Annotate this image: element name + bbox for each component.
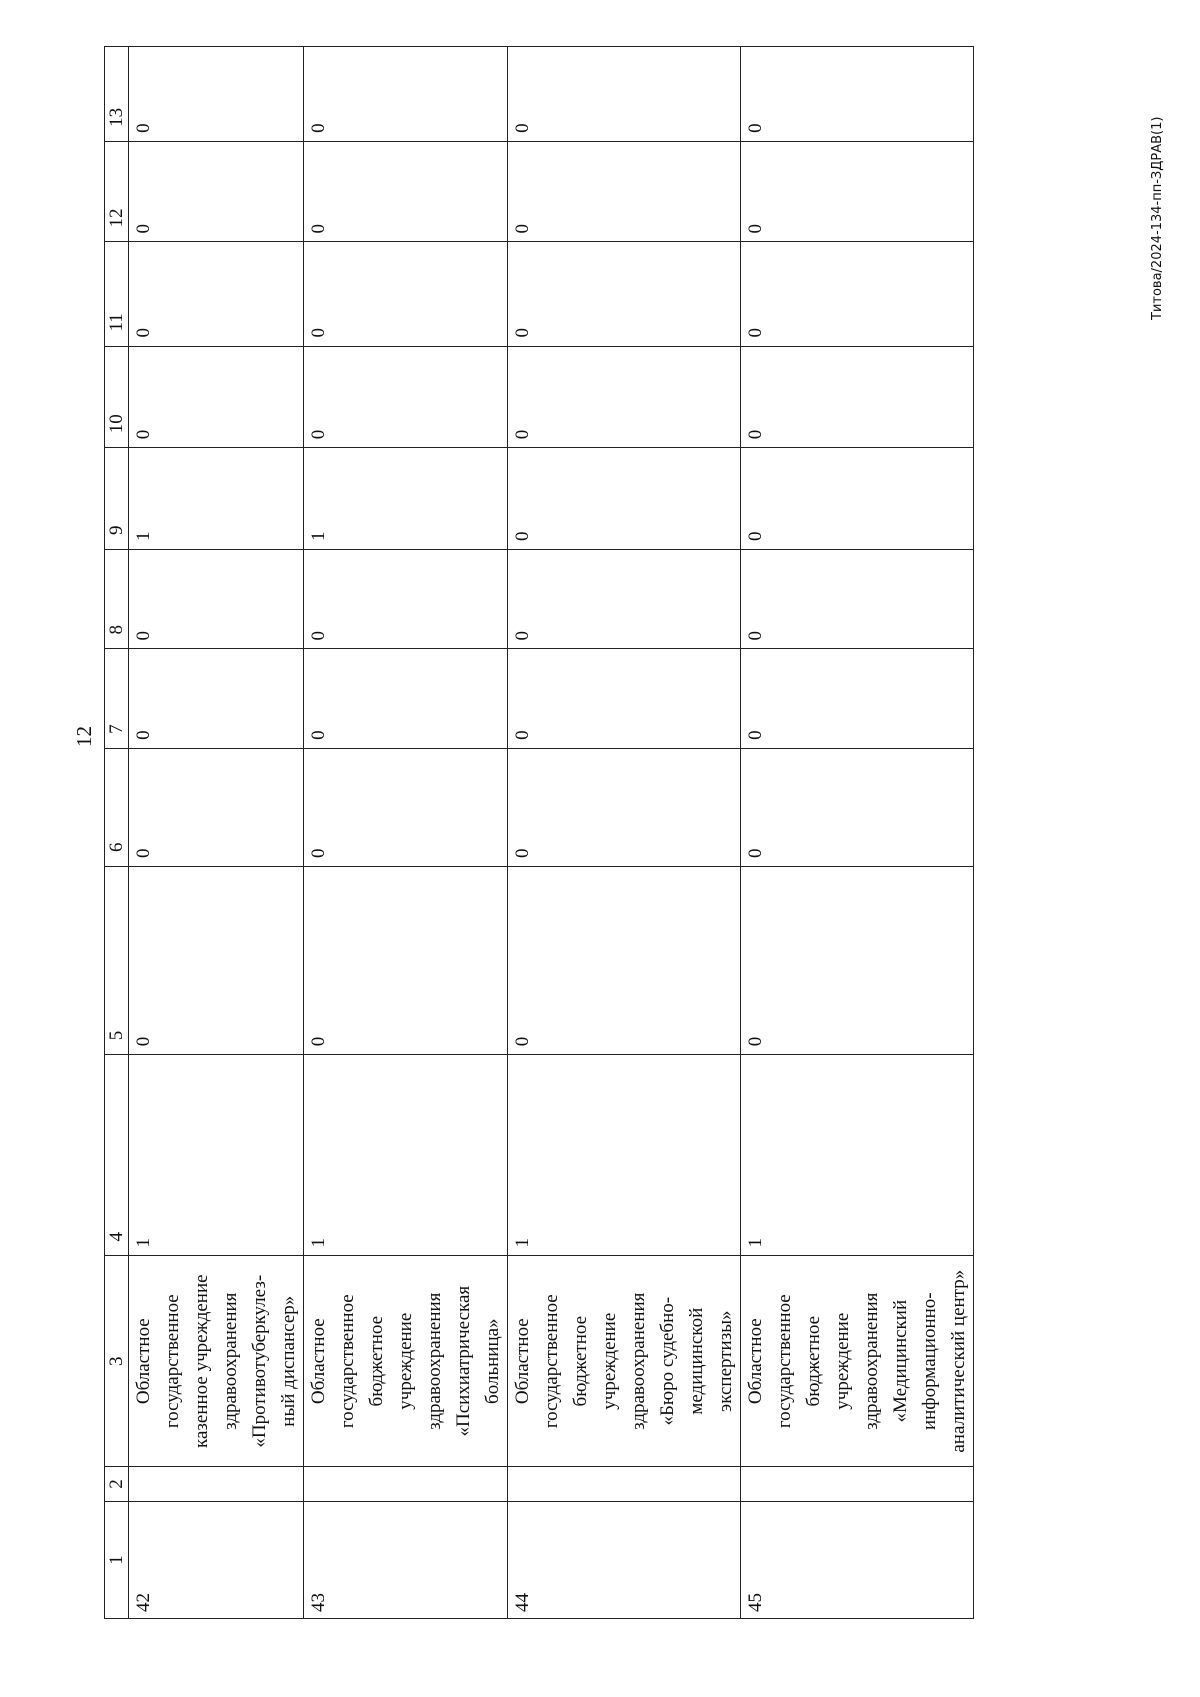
value-cell: 0 (508, 47, 741, 142)
column-number: 12 (105, 141, 129, 242)
value-cell: 0 (508, 550, 741, 649)
column-number: 7 (105, 649, 129, 748)
value-cell: 0 (304, 141, 508, 242)
institution-name-line: учреждение (832, 1312, 853, 1410)
value-cell: 0 (508, 866, 741, 1054)
value-cell: 1 (129, 1055, 304, 1256)
institution-name-line: «Бюро судебно- (657, 1296, 678, 1426)
value-cell: 0 (508, 448, 741, 550)
row-number: 45 (741, 1502, 974, 1619)
value-cell: 0 (304, 649, 508, 748)
column-number: 10 (105, 346, 129, 448)
row-number: 42 (129, 1502, 304, 1619)
value-cell: 0 (304, 866, 508, 1054)
institution-name-line: здравоохранения (220, 1292, 241, 1430)
column-2-cell (129, 1466, 304, 1501)
column-number: 3 (105, 1256, 129, 1467)
value-cell: 0 (741, 866, 974, 1054)
institution-name-line: Областное (745, 1318, 766, 1405)
column-number: 5 (105, 866, 129, 1054)
value-cell: 0 (741, 346, 974, 448)
table-row (304, 47, 508, 1619)
institution-name-line: государственное (774, 1294, 795, 1429)
institution-name-line: «Противотуберкулез- (249, 1274, 270, 1448)
value-cell: 0 (129, 141, 304, 242)
value-cell: 0 (741, 649, 974, 748)
registration-code-text: Титова/2024-134-пп-ЗДРАВ(1) (1150, 116, 1165, 320)
value-cell: 1 (129, 448, 304, 550)
column-number: 13 (105, 47, 129, 142)
institution-name-line: больница» (482, 1318, 503, 1404)
value-cell: 0 (129, 242, 304, 346)
institution-name-line: здравоохранения (424, 1292, 445, 1430)
value-cell: 0 (508, 748, 741, 866)
column-number: 2 (105, 1466, 129, 1501)
column-number: 6 (105, 748, 129, 866)
row-number: 43 (304, 1502, 508, 1619)
institution-name-line: экспертизы» (715, 1310, 736, 1412)
institution-name-line: государственное (337, 1294, 358, 1429)
column-2-cell (741, 1466, 974, 1501)
value-cell: 0 (304, 550, 508, 649)
page-number: 12 (72, 726, 96, 747)
institution-name-line: Областное (512, 1318, 533, 1405)
institution-name-line: медицинской (686, 1307, 707, 1415)
table-row (741, 47, 974, 1619)
column-number: 4 (105, 1055, 129, 1256)
column-2-cell (508, 1466, 741, 1501)
institution-name (741, 1256, 974, 1467)
value-cell: 0 (129, 748, 304, 866)
value-cell: 0 (508, 346, 741, 448)
institution-name-line: государственное (541, 1294, 562, 1429)
value-cell: 0 (508, 242, 741, 346)
value-cell: 0 (129, 866, 304, 1054)
value-cell: 0 (741, 47, 974, 142)
value-cell: 0 (304, 242, 508, 346)
value-cell: 0 (129, 47, 304, 142)
institution-name-line: учреждение (599, 1312, 620, 1410)
value-cell: 1 (508, 1055, 741, 1256)
institution-name-line: Областное (308, 1318, 329, 1405)
value-cell: 0 (741, 550, 974, 649)
institution-name-line: бюджетное (803, 1315, 824, 1407)
table-row (508, 47, 741, 1619)
institution-name-line: здравоохранения (628, 1292, 649, 1430)
institution-name-line: государственное (162, 1294, 183, 1429)
institution-name-line: «Психиатрическая (453, 1285, 474, 1437)
column-number: 11 (105, 242, 129, 346)
column-number: 1 (105, 1502, 129, 1619)
value-cell: 0 (129, 346, 304, 448)
row-number: 44 (508, 1502, 741, 1619)
value-cell: 1 (304, 1055, 508, 1256)
value-cell: 0 (508, 141, 741, 242)
value-cell: 0 (741, 141, 974, 242)
value-cell: 0 (129, 649, 304, 748)
value-cell: 0 (741, 242, 974, 346)
value-cell: 0 (304, 748, 508, 866)
column-2-cell (304, 1466, 508, 1501)
institution-name-line: учреждение (395, 1312, 416, 1410)
registration-code (1150, 0, 1180, 320)
institution-name-line: информационно- (919, 1292, 940, 1431)
value-cell: 0 (304, 47, 508, 142)
institution-name-line: бюджетное (570, 1315, 591, 1407)
value-cell: 1 (304, 448, 508, 550)
institution-name-line: здравоохранения (861, 1292, 882, 1430)
institution-name (304, 1256, 508, 1467)
value-cell: 0 (741, 448, 974, 550)
institution-name-line: аналитический центр» (948, 1269, 969, 1453)
value-cell: 0 (741, 748, 974, 866)
value-cell: 1 (741, 1055, 974, 1256)
institution-name (508, 1256, 741, 1467)
column-number-row (105, 47, 129, 1619)
institution-name-line: казенное учреждение (191, 1274, 212, 1448)
institution-name-line: Областное (133, 1318, 154, 1405)
institution-name (129, 1256, 304, 1467)
institution-name-line: бюджетное (366, 1315, 387, 1407)
column-number: 8 (105, 550, 129, 649)
column-number: 9 (105, 448, 129, 550)
data-table (104, 46, 974, 1619)
institution-name-line: «Медицинский (890, 1299, 911, 1423)
value-cell: 0 (508, 649, 741, 748)
table-row (129, 47, 304, 1619)
value-cell: 0 (129, 550, 304, 649)
value-cell: 0 (304, 346, 508, 448)
institution-name-line: ный диспансер» (278, 1295, 299, 1427)
